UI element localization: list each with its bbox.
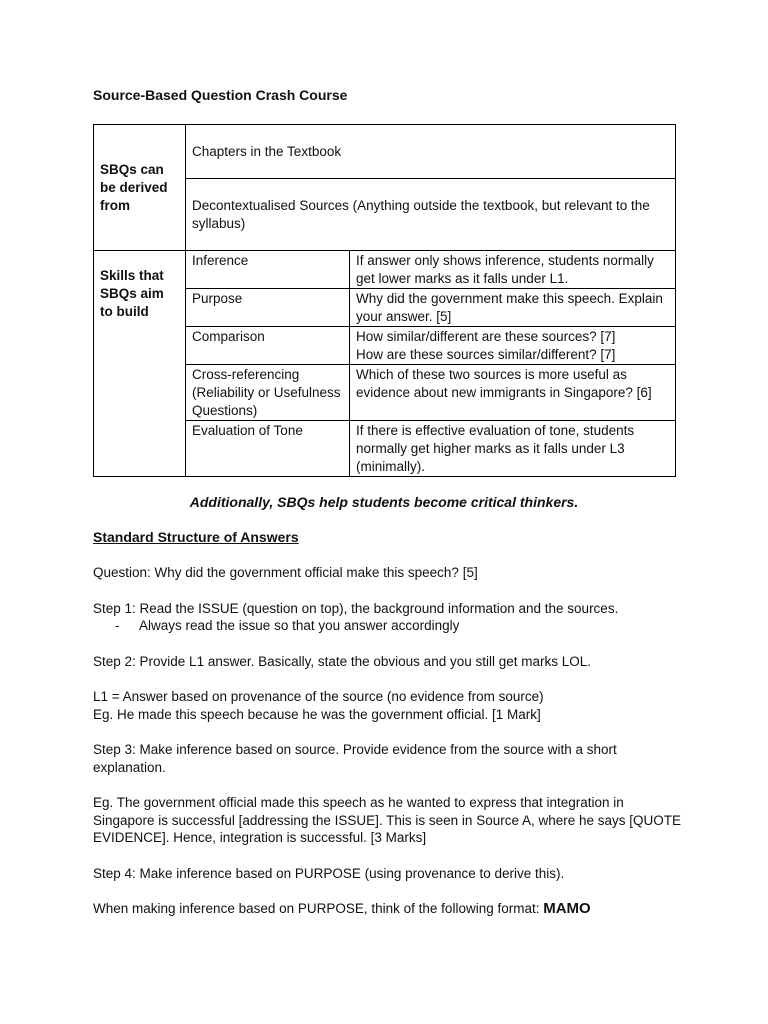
document-page <box>93 86 683 918</box>
bullet-dash: - <box>115 618 120 633</box>
step-2: Step 2: Provide L1 answer. Basically, state the obvious and you still get marks LOL. <box>93 653 592 669</box>
skill-name: Inference <box>186 251 350 289</box>
section-title: Standard Structure of Answers <box>93 528 299 545</box>
mamo-format-name: MAMO <box>543 900 591 917</box>
skill-note: If there is effective evaluation of tone, students normally get higher marks as it falls under L3 (minimally). <box>350 421 676 477</box>
skill-name: Evaluation of Tone <box>186 421 350 477</box>
derived-source-textbook: Chapters in the Textbook <box>186 125 676 179</box>
skill-name: Cross-referencing (Reliability or Usefulness Questions) <box>186 365 350 421</box>
skill-name: Purpose <box>186 289 350 327</box>
skill-note-line: How similar/different are these sources? [7] <box>356 329 616 344</box>
skill-note-line: How are these sources similar/different? [7] <box>356 347 616 362</box>
bullet-text: Always read the issue so that you answer accordingly <box>139 618 460 633</box>
l1-example: Eg. He made this speech because he was the government official. [1 Mark] <box>93 706 541 722</box>
table-row <box>94 251 676 289</box>
skill-note <box>350 327 676 365</box>
step-4: Step 4: Make inference based on PURPOSE (using provenance to derive this). <box>93 865 565 881</box>
sbq-overview-table <box>93 124 676 477</box>
table-row <box>94 125 676 179</box>
skill-note: Why did the government make this speech. Explain your answer. [5] <box>350 289 676 327</box>
question-line: Question: Why did the government official make this speech? [5] <box>93 565 478 580</box>
skill-name: Comparison <box>186 327 350 365</box>
document-title: Source-Based Question Crash Course <box>93 87 348 103</box>
l1-definition: L1 = Answer based on provenance of the source (no evidence from source) <box>93 689 544 704</box>
purpose-format-text: When making inference based on PURPOSE, think of the following format: <box>93 901 544 916</box>
skill-note: If answer only shows inference, students normally get lower marks as it falls under L1. <box>350 251 676 289</box>
critical-thinkers-note: Additionally, SBQs help students become critical thinkers. <box>189 494 579 510</box>
step-1-bullet <box>93 617 683 635</box>
skills-label: Skills that SBQs aim to build <box>94 251 186 477</box>
step-3: Step 3: Make inference based on source. Provide evidence from the source with a short explanation. <box>93 742 617 775</box>
derived-from-label: SBQs can be derived from <box>94 125 186 251</box>
purpose-format-line <box>93 900 683 918</box>
step-3-example: Eg. The government official made this speech as he wanted to express that integration in Singapore is successful [addressing the ISSUE]. This is seen in Source A, where he says [QUOTE EVIDENCE]. Hence, integration is successful. [3 Marks] <box>93 795 682 845</box>
skill-note: Which of these two sources is more useful as evidence about new immigrants in Singapore? [6] <box>350 365 676 421</box>
derived-source-decontextualised: Decontextualised Sources (Anything outside the textbook, but relevant to the syllabus) <box>186 179 676 251</box>
step-1: Step 1: Read the ISSUE (question on top), the background information and the sources. <box>93 600 619 616</box>
